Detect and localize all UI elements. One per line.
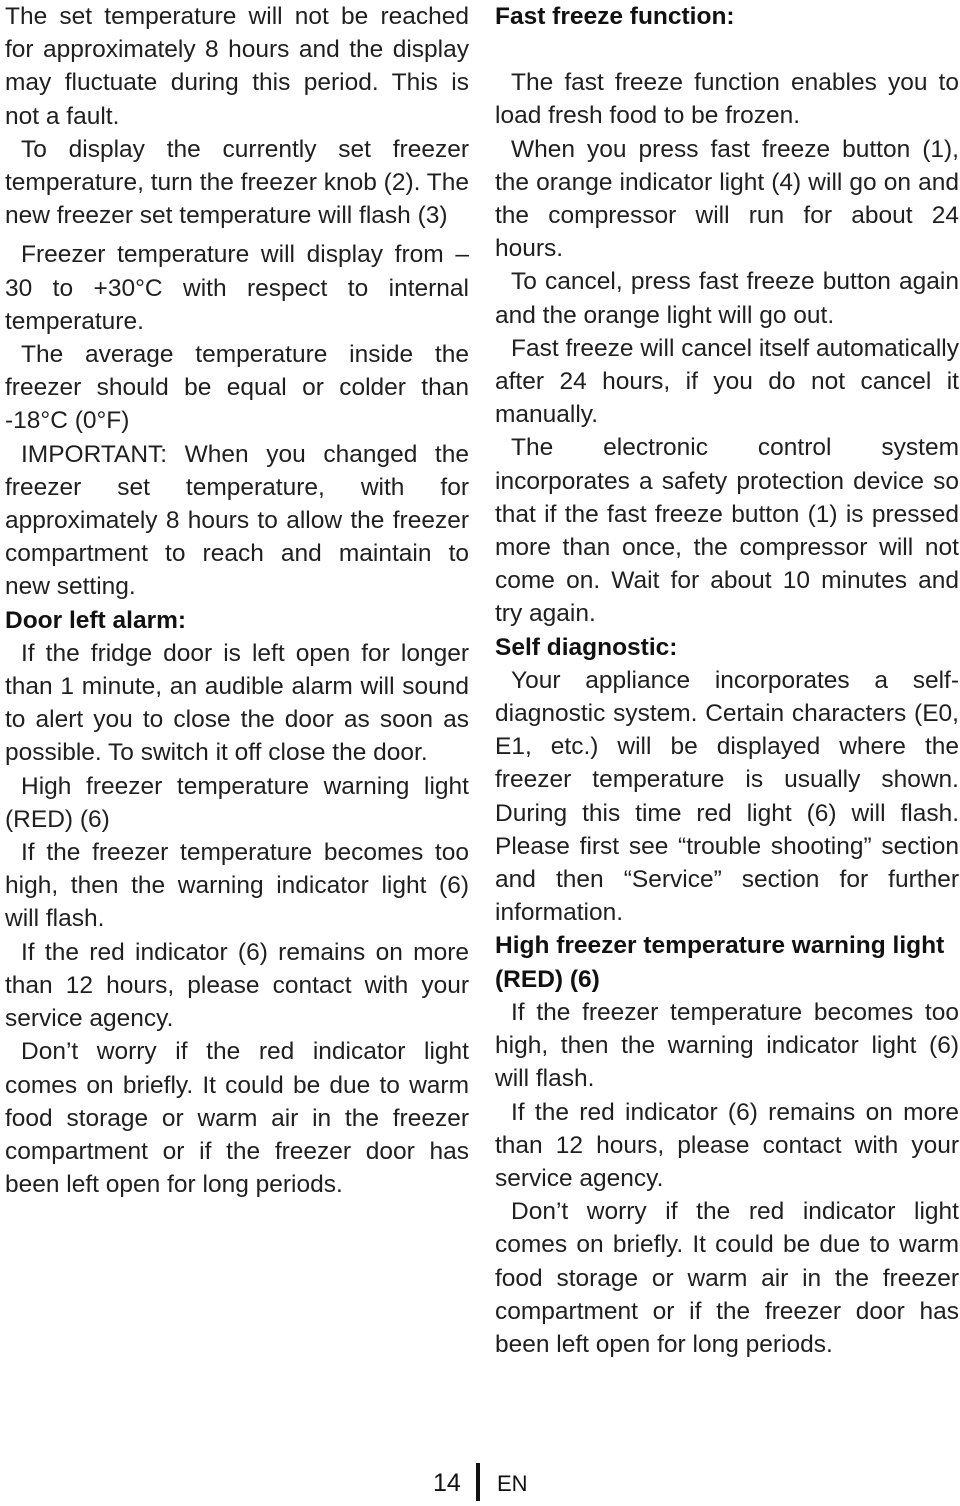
right-column (495, 0, 959, 1361)
paragraph-safety-protection: The electronic control system incorporates a safety protection device so that if the fast freeze button (1) is pressed more than once, the compressor will not come on. Wait for about 10 minutes and try again. (495, 434, 959, 628)
paragraph-fast-freeze-cancel: To cancel, press fast freeze button again and the orange light will go out. (495, 268, 959, 329)
paragraph-average-temperature: The average temperature inside the freezer should be equal or colder than -18°C (0°F) (5, 341, 469, 435)
paragraph-red-indicator-right: If the red indicator (6) remains on more than 12 hours, please contact with your service agency. (495, 1098, 959, 1192)
paragraph-fast-freeze-intro: The fast freeze function enables you to load fresh food to be frozen. (495, 69, 959, 130)
left-column (5, 0, 469, 1201)
page-footer (0, 1463, 960, 1503)
paragraph-warning-flash: If the freezer temperature becomes too high, then the warning indicator light (6) will flash. (5, 839, 469, 933)
language-code: EN (497, 1471, 528, 1496)
paragraph-self-diagnostic: Your appliance incorporates a self-diagnostic system. Certain characters (E0, E1, etc.) will be displayed where the freezer temperature is usually shown. During this time red light (6) will flash. Please first see “trouble shooting” section and then “Service” section for further information. (495, 666, 959, 927)
paragraph-display-set-temperature: To display the currently set freezer temperature, turn the freezer knob (2). The new freezer set temperature will flash (3) (5, 135, 469, 230)
paragraph-set-temperature-note: The set temperature will not be reached for approximately 8 hours and the display may fluctuate during this period. This is not a fault. (5, 3, 469, 130)
heading-self-diagnostic: Self diagnostic: (495, 633, 678, 661)
paragraph-warning-flash-right: If the freezer temperature becomes too high, then the warning indicator light (6) will flash. (495, 998, 959, 1093)
paragraph-important-note: IMPORTANT: When you changed the freezer set temperature, with for approximately 8 hours to allow the freezer compartment to reach and maintain to new setting. (5, 440, 469, 601)
paragraph-dont-worry-right: Don’t worry if the red indicator light comes on briefly. It could be due to warm food storage or warm air in the freezer compartment or if the freezer door has been left open for long periods. (495, 1198, 959, 1358)
paragraph-fast-freeze-auto-cancel: Fast freeze will cancel itself automatically after 24 hours, if you do not cancel it manually. (495, 334, 959, 429)
footer-divider (476, 1463, 480, 1501)
paragraph-warning-light-title: High freezer temperature warning light (RED) (6) (5, 772, 469, 833)
heading-high-temperature-warning: High freezer temperature warning light (RED) (6) (495, 932, 945, 993)
paragraph-red-indicator: If the red indicator (6) remains on more than 12 hours, please contact with your service agency. (5, 938, 469, 1033)
paragraph-dont-worry: Don’t worry if the red indicator light comes on briefly. It could be due to warm food storage or warm air in the freezer compartment or if the freezer door has been left open for long periods. (5, 1038, 469, 1199)
page-number: 14 (433, 1469, 461, 1497)
paragraph-door-alarm: If the fridge door is left open for longer than 1 minute, an audible alarm will sound to alert you to close the door as soon as possible. To switch it off close the door. (5, 639, 469, 767)
heading-fast-freeze: Fast freeze function: (495, 3, 735, 30)
heading-door-left-alarm: Door left alarm: (5, 606, 187, 634)
paragraph-display-range: Freezer temperature will display from –30 to +30°C with respect to internal temperature. (5, 241, 469, 335)
paragraph-fast-freeze-button: When you press fast freeze button (1), the orange indicator light (4) will go on and the compressor will run for about 24 hours. (495, 135, 959, 263)
